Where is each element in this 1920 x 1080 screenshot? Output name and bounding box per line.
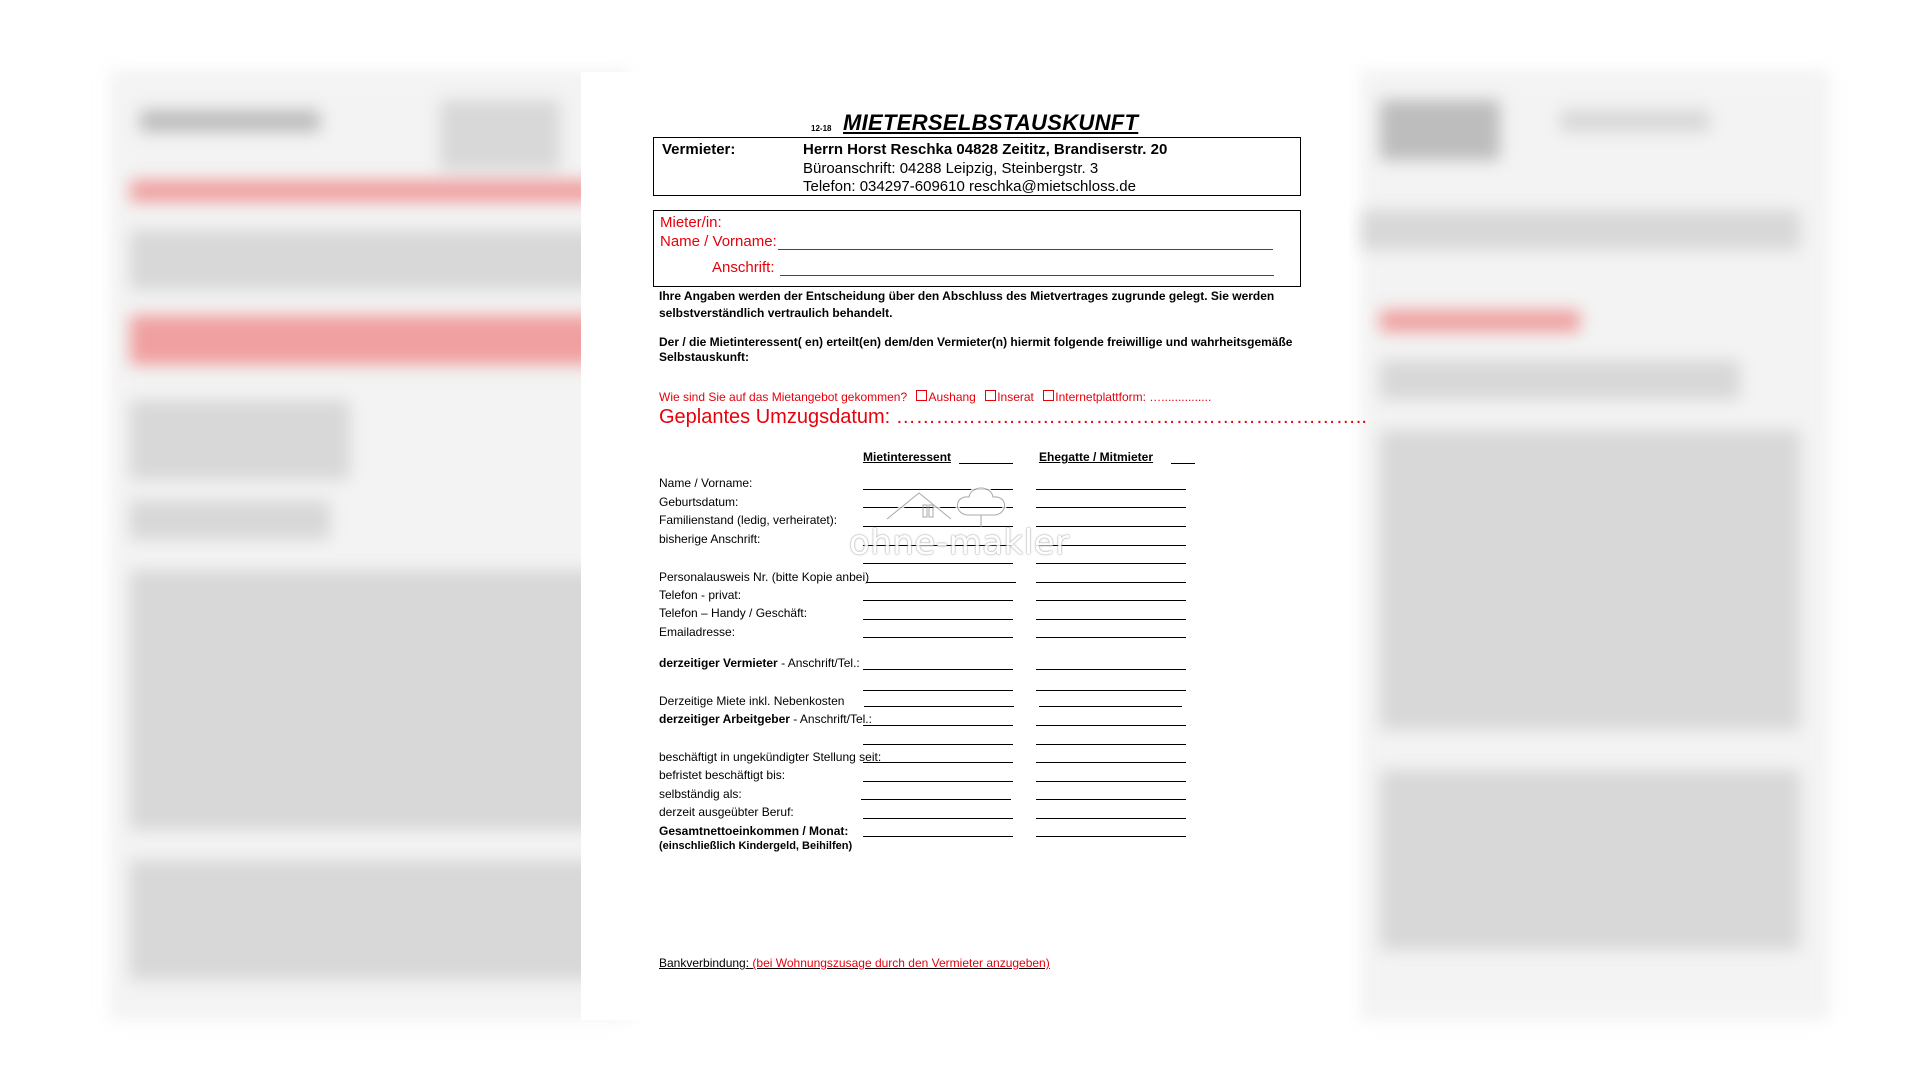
field-applicant-employed-since[interactable] bbox=[863, 762, 1013, 763]
field-spouse-email[interactable] bbox=[1036, 637, 1186, 638]
field-applicant-employer-2[interactable] bbox=[863, 744, 1013, 745]
field-spouse-landlord-2[interactable] bbox=[1036, 690, 1186, 691]
checkbox-internet[interactable] bbox=[1043, 390, 1054, 401]
label-income-note: (einschließlich Kindergeld, Beihilfen) bbox=[659, 840, 853, 852]
label-employer-rest: - Anschrift/Tel.: bbox=[789, 712, 872, 726]
field-applicant-rent[interactable] bbox=[864, 706, 1014, 707]
landlord-contact: Telefon: 034297-609610 reschka@mietschloss.de bbox=[803, 178, 1136, 195]
field-applicant-landlord-1[interactable] bbox=[863, 669, 1013, 670]
field-spouse-phone-private[interactable] bbox=[1036, 600, 1186, 601]
label-income: Gesamtnettoeinkommen / Monat: bbox=[659, 824, 849, 838]
landlord-label: Vermieter: bbox=[662, 141, 736, 158]
source-dots[interactable]: …............... bbox=[1149, 390, 1212, 404]
house-tree-icon bbox=[879, 479, 1029, 529]
blurred-background-left bbox=[110, 70, 630, 1020]
option-aushang: Aushang bbox=[928, 390, 976, 404]
label-fixed-term: befristet beschäftigt bis: bbox=[659, 768, 786, 782]
field-spouse-prev-address-2[interactable] bbox=[1036, 563, 1186, 564]
bank-details bbox=[659, 956, 1050, 970]
tenant-box bbox=[653, 210, 1301, 287]
field-applicant-phone-private[interactable] bbox=[863, 600, 1013, 601]
move-date bbox=[659, 406, 1367, 429]
field-spouse-rent[interactable] bbox=[1039, 706, 1182, 707]
label-prev-address: bisherige Anschrift: bbox=[659, 532, 761, 546]
label-id-card: Personalausweis Nr. (bitte Kopie anbei) bbox=[659, 570, 870, 584]
source-question-text: Wie sind Sie auf das Mietangebot gekommen? bbox=[659, 390, 908, 404]
field-spouse-self-employed[interactable] bbox=[1036, 799, 1186, 800]
label-marital: Familienstand (ledig, verheiratet): bbox=[659, 513, 838, 527]
tenant-address-field[interactable] bbox=[780, 275, 1274, 276]
bank-label: Bankverbindung: bbox=[659, 956, 750, 970]
field-spouse-landlord-1[interactable] bbox=[1036, 669, 1186, 670]
landlord-box bbox=[653, 137, 1301, 196]
field-spouse-fixed-term[interactable] bbox=[1036, 781, 1186, 782]
watermark bbox=[849, 479, 1079, 563]
field-applicant-phone-mobile[interactable] bbox=[863, 619, 1013, 620]
form-code: 12-18 bbox=[811, 124, 832, 133]
field-spouse-phone-mobile[interactable] bbox=[1036, 619, 1186, 620]
label-phone-private: Telefon - privat: bbox=[659, 588, 742, 602]
label-birth: Geburtsdatum: bbox=[659, 495, 739, 509]
label-employed-since: beschäftigt in ungekündigter Stellung seit: bbox=[659, 750, 882, 764]
tenant-address-label: Anschrift: bbox=[712, 259, 775, 276]
label-current-landlord bbox=[659, 656, 860, 670]
column-applicant-underline bbox=[959, 463, 1013, 464]
source-question bbox=[659, 390, 1211, 404]
bank-note: (bei Wohnungszusage durch den Vermieter anzugeben) bbox=[752, 956, 1050, 970]
label-profession: derzeit ausgeübter Beruf: bbox=[659, 805, 794, 819]
label-email: Emailadresse: bbox=[659, 625, 736, 639]
tenant-name-label: Name / Vorname: bbox=[660, 233, 777, 250]
field-applicant-prev-address-2[interactable] bbox=[863, 563, 1013, 564]
field-applicant-landlord-2[interactable] bbox=[863, 690, 1013, 691]
info-paragraph-1: Ihre Angaben werden der Entscheidung über den Abschluss des Mietvertrages zugrunde gelegt. Sie werden selbstverständlich vertraulich behandelt. bbox=[659, 289, 1275, 320]
label-current-landlord-bold: derzeitiger Vermieter bbox=[659, 656, 778, 670]
field-spouse-employer-1[interactable] bbox=[1036, 725, 1186, 726]
field-applicant-profession[interactable] bbox=[863, 818, 1013, 819]
watermark-text: ohne-makler bbox=[849, 523, 1070, 563]
field-applicant-id-card[interactable] bbox=[866, 582, 1016, 583]
column-spouse-underline bbox=[1171, 463, 1195, 464]
field-applicant-self-employed[interactable] bbox=[861, 799, 1011, 800]
field-spouse-employer-2[interactable] bbox=[1036, 744, 1186, 745]
label-current-landlord-rest: - Anschrift/Tel.: bbox=[777, 656, 860, 670]
tenant-name-field[interactable] bbox=[778, 249, 1273, 250]
option-internet: Internetplattform: bbox=[1055, 390, 1146, 404]
label-phone-mobile: Telefon – Handy / Geschäft: bbox=[659, 606, 808, 620]
move-date-field[interactable]: …………………………………………………………….. bbox=[895, 406, 1367, 428]
column-spouse: Ehegatte / Mitmieter bbox=[1039, 450, 1154, 464]
label-name: Name / Vorname: bbox=[659, 476, 753, 490]
landlord-office-address: Büroanschrift: 04288 Leipzig, Steinbergstr. 3 bbox=[803, 160, 1099, 177]
label-employer bbox=[659, 712, 872, 726]
landlord-name: Herrn Horst Reschka 04828 Zeititz, Brandiserstr. 20 bbox=[803, 141, 1168, 158]
field-spouse-profession[interactable] bbox=[1036, 818, 1186, 819]
move-date-label: Geplantes Umzugsdatum: bbox=[659, 406, 891, 428]
tenant-label: Mieter/in: bbox=[660, 214, 722, 231]
page-title: MIETERSELBSTAUSKUNFT bbox=[843, 110, 1139, 135]
field-spouse-employed-since[interactable] bbox=[1036, 762, 1186, 763]
label-employer-bold: derzeitiger Arbeitgeber bbox=[659, 712, 790, 726]
info-paragraph-2: Der / die Mietinteressent( en) erteilt(en) dem/den Vermieter(n) hiermit folgende freiwillige und wahrheitsgemäße Selbstauskunft: bbox=[659, 335, 1293, 364]
label-self-employed: selbständig als: bbox=[659, 787, 742, 801]
option-inserat: Inserat bbox=[997, 390, 1034, 404]
checkbox-aushang[interactable] bbox=[916, 390, 927, 401]
field-applicant-income[interactable] bbox=[863, 836, 1013, 837]
field-spouse-id-card[interactable] bbox=[1036, 582, 1186, 583]
blurred-background-right bbox=[1360, 70, 1830, 1020]
field-applicant-fixed-term[interactable] bbox=[863, 781, 1013, 782]
checkbox-inserat[interactable] bbox=[985, 390, 996, 401]
label-current-rent: Derzeitige Miete inkl. Nebenkosten bbox=[659, 694, 845, 708]
field-applicant-email[interactable] bbox=[863, 637, 1013, 638]
field-spouse-income[interactable] bbox=[1036, 836, 1186, 837]
field-applicant-employer-1[interactable] bbox=[863, 725, 1013, 726]
column-applicant: Mietinteressent bbox=[863, 450, 952, 464]
form-page bbox=[581, 72, 1367, 1020]
